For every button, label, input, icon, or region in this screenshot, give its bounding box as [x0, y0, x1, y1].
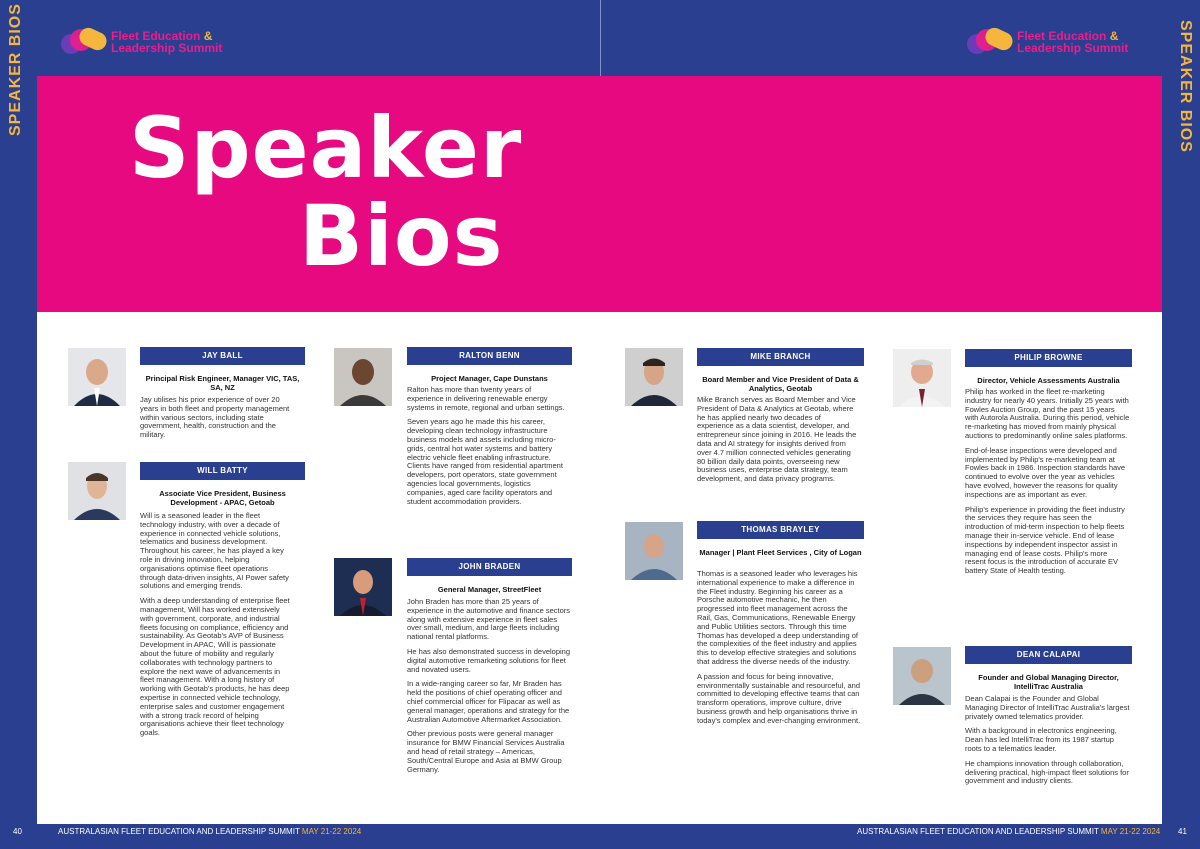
speaker-bio: Mike Branch serves as Board Member and Vice President of Data & Analytics at Geotab, where he has applied nearly two decades of experience as a data scientist, developer, and entrepreneur since joining in 2016. He leads the data and AI strategy for insights derived from over 4.7 million connected vehicles generating 80 billion daily data points, overseeing new business uses, enterprise data strategy, team development, and data privacy programs. [697, 395, 857, 484]
speaker-name-ralton-benn: RALTON BENN [407, 347, 572, 365]
speaker-name-jay-ball: JAY BALL [140, 347, 305, 365]
speaker-bio: Jay utilises his prior experience of over 20 years in both fleet and property management within various sectors, including state government, health, construction and the military. [140, 395, 290, 440]
speaker-photo-will-batty [68, 462, 126, 520]
hero-banner [37, 76, 1162, 312]
speaker-photo-thomas-brayley [625, 522, 683, 580]
page-title: Speaker Bios [129, 99, 523, 285]
footer-event-right: AUSTRALASIAN FLEET EDUCATION AND LEADERSHIP SUMMIT MAY 21-22 2024 [857, 827, 1161, 836]
speaker-photo-jay-ball [68, 348, 126, 406]
side-label-left: SPEAKER BIOS [7, 3, 24, 136]
speaker-role: Project Manager, Cape Dunstans [431, 374, 548, 383]
speaker-name-thomas-brayley: THOMAS BRAYLEY [697, 521, 864, 539]
speaker-bio: Will is a seasoned leader in the fleet technology industry, with over a decade of experience in connected vehicle solutions, telematics and business development. Throughout his career, he has played a key role in driving innovation, helping organisations optimise fleet operations through data-driven insights, AI Power safety solutions and emerging trends. With a deep understanding of enterprise fleet management, Will has worked extensively with government, corporate, and industrial fleets focusing on compliance, efficiency and sustainability. As Geotab's AVP of Business Development in APAC, Will is passionate about the future of mobility and regularly collaborates with technology partners to explore the next wave of advancements in fleet management. With a long history of working with Geotab's products, he has deep expertise in connected vehicle technology, enterprise sales and customer engagement with a strong track record of helping organisations achieve their fleet technology goals. [140, 511, 290, 738]
speaker-photo-philip-browne [893, 349, 951, 407]
speaker-name-john-braden: JOHN BRADEN [407, 558, 572, 576]
page-number-right: 41 [1178, 827, 1187, 836]
speaker-role: Board Member and Vice President of Data & Analytics, Geotab [702, 375, 859, 393]
speaker-role: Associate Vice President, Business Development - APAC, Getoab [159, 489, 286, 507]
circles-logo-icon [963, 26, 1015, 58]
speaker-bio: Thomas is a seasoned leader who leverages his international experience to make a difference in the Fleet industry. Beginning his career as a Porsche automotive mechanic, he then progressed into fleet management across the Rail, Gas, Communications, Renewable Energy and Public Utilities sectors. Through this time Thomas has developed a deep understanding of the complexities of the fleet industry and applies this to develop effective strategies and solutions that address the diverse needs of the industry. A passion and focus for being innovative, environmentally sustainable and resourceful, and committed to developing effective teams that can transform operations, improve culture, drive business growth and help organisations thrive in today's complex and ever-changing environment. [697, 569, 861, 725]
speaker-photo-john-braden [334, 558, 392, 616]
speaker-name-will-batty: WILL BATTY [140, 462, 305, 480]
speaker-name-philip-browne: PHILIP BROWNE [965, 349, 1132, 367]
side-label-right: SPEAKER BIOS [1177, 20, 1194, 153]
speaker-name-mike-branch: MIKE BRANCH [697, 348, 864, 366]
circles-logo-icon [57, 26, 109, 58]
speaker-bio: Dean Calapai is the Founder and Global Managing Director of IntelliTrac Australia's largest privately owned telematics provider. With a background in electronics engineering, Dean has led IntelliTrac from its 1987 startup roots to a telematics leader. He champions innovation through collaboration, delivering practical, high-impact fleet solutions for government and industry clients. [965, 694, 1130, 786]
speaker-photo-ralton-benn [334, 348, 392, 406]
speaker-role: General Manager, StreetFleet [437, 585, 542, 594]
speaker-bio: Ralton has more than twenty years of experience in delivering renewable energy systems in remote, regional and urban settings. Seven years ago he made this his career, developing clean technology infrastructure business models and assets including micro-grids, central hot water systems and battery electric vehicle fleet enabling infrastructure. Clients have ranged from residential apartment developers, port operators, state government agencies local governments, logistics companies, aged care facility operators and student accommodation providers. [407, 385, 565, 506]
speaker-role: Principal Risk Engineer, Manager VIC, TAS, SA, NZ [145, 374, 300, 392]
speaker-photo-mike-branch [625, 348, 683, 406]
speaker-bio: John Braden has more than 25 years of experience in the automotive and finance sectors along with extensive experience in fleet sales over small, medium, and large fleets including national rental platforms. He has also demonstrated success in developing digital automotive remarketing solutions for fleet and novated users. In a wide-ranging career so far, Mr Braden has held the positions of chief operating officer and chief commercial officer for Flipacar as well as general manager, operations and strategy for the Australian Automotive Aftermarket Association. Other previous posts were general manager insurance for BMW Financial Services Australia and head of retail strategy – Americas, South/Central Europe and Asia at BMW Group Germany. [407, 597, 571, 774]
speaker-name-dean-calapai: DEAN CALAPAI [965, 646, 1132, 664]
summit-logo-right: Fleet Education & Leadership Summit [963, 22, 1128, 62]
speaker-bio: Philip has worked in the fleet re-marketing industry for nearly 40 years. Initially 25 years with Fowles Auction Group, and the past 15 years with Autorola Australia. During this period, vehicle re-marketing has moved from mainly physical auctions to predominantly online sales platforms. End-of-lease inspections were developed and implemented by Philip's re-marketing team at Fowles back in 1986. Inspection standards have continued to evolve over the year as vehicles have evolved, however the reasons for quality inspections are as important as ever. Philip's experience in providing the fleet industry the services they require has seen the introduction of mid-term inspection to help fleets manage their in-service vehicle. End of lease inspections by independent inspector assist in managing end of lease costs. Philip's more resent focus is the introduction of accurate EV battery State of Health testing. [965, 387, 1130, 576]
content-area [37, 312, 1162, 824]
speaker-photo-dean-calapai [893, 647, 951, 705]
speaker-role: Founder and Global Managing Director, IntelliTrac Australia [978, 673, 1119, 691]
page-number-left: 40 [13, 827, 22, 836]
footer-event-left: AUSTRALASIAN FLEET EDUCATION AND LEADERSHIP SUMMIT MAY 21-22 2024 [58, 827, 362, 836]
speaker-role: Manager | Plant Fleet Services , City of Logan [699, 548, 862, 557]
summit-logo-left: Fleet Education & Leadership Summit [57, 22, 222, 62]
speaker-role: Director, Vehicle Assessments Australia [977, 376, 1120, 385]
page-divider [600, 0, 601, 76]
